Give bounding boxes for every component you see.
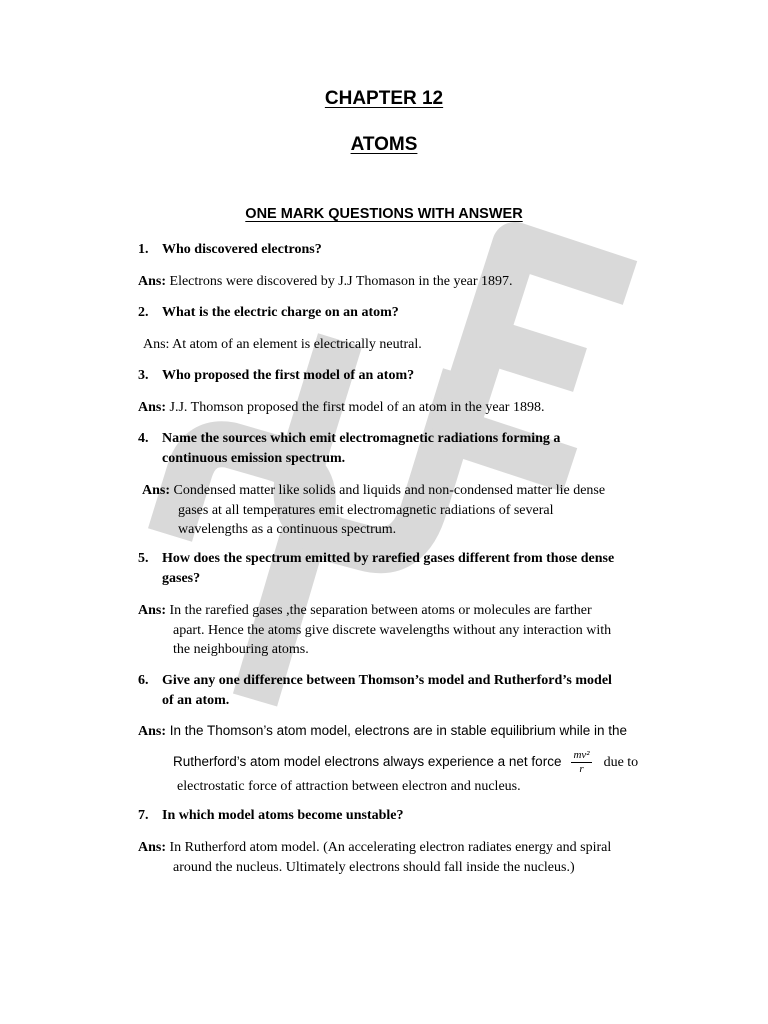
answer-label: Ans: <box>138 603 167 618</box>
question-4 <box>138 429 668 469</box>
question-text-line: continuous emission spectrum. <box>162 451 346 466</box>
answer-text-line: electrostatic force of attraction between electron and nucleus. <box>177 779 521 794</box>
question-2 <box>138 303 668 323</box>
answer-text: Ans: At atom of an element is electrically neutral. <box>143 337 422 352</box>
question-text-line: How does the spectrum emitted by rarefied gases different from those dense <box>162 551 615 566</box>
question-text: Who discovered electrons? <box>162 242 322 257</box>
question-7 <box>138 806 668 826</box>
section-heading: ONE MARK QUESTIONS WITH ANSWER <box>245 206 523 222</box>
answer-3 <box>138 398 678 418</box>
answer-label: Ans: <box>138 724 167 739</box>
answer-label: Ans: <box>138 840 167 855</box>
answer-text-line: Condensed matter like solids and liquids and non-condensed matter lie dense <box>170 483 606 498</box>
answer-text: J.J. Thomson proposed the first model of an atom in the year 1898. <box>166 400 545 415</box>
answer-2 <box>143 335 683 355</box>
answer-label: Ans: <box>138 400 167 415</box>
answer-label: Ans: <box>142 483 171 498</box>
answer-text-line: due to <box>603 755 639 770</box>
fraction-denominator: r <box>579 763 584 776</box>
question-number: 3. <box>138 368 149 383</box>
question-text-line: Give any one difference between Thomson’s model and Rutherford’s model <box>162 673 612 688</box>
question-number: 4. <box>138 431 149 446</box>
answer-text-line: around the nucleus. Ultimately electrons should fall inside the nucleus.) <box>173 859 575 875</box>
question-number: 1. <box>138 242 149 257</box>
question-number: 2. <box>138 305 149 320</box>
answer-5 <box>138 601 678 660</box>
question-6 <box>138 671 668 711</box>
answer-7 <box>138 838 678 877</box>
answer-text-line: In the Thomson’s atom model, electrons are in stable equilibrium while in the <box>166 723 628 738</box>
question-number: 7. <box>138 808 149 823</box>
question-text: What is the electric charge on an atom? <box>162 305 399 320</box>
answer-text-line: In Rutherford atom model. (An accelerating electron radiates energy and spiral <box>166 840 612 855</box>
answer-text-line: In the rarefied gases ,the separation between atoms or molecules are farther <box>166 603 592 618</box>
fraction-numerator: mv² <box>573 749 590 762</box>
question-5 <box>138 549 668 589</box>
chapter-title: ATOMS <box>350 134 418 155</box>
answer-text-line: apart. Hence the atoms give discrete wavelengths without any interaction with <box>173 622 612 638</box>
question-text: In which model atoms become unstable? <box>162 808 404 823</box>
answer-1 <box>138 272 678 292</box>
answer-text: Electrons were discovered by J.J Thomason in the year 1897. <box>166 274 513 289</box>
answer-text-line: the neighbouring atoms. <box>173 642 309 657</box>
question-text-line: Name the sources which emit electromagnetic radiations forming a <box>162 431 561 446</box>
force-fraction <box>571 749 591 776</box>
question-text-line: of an atom. <box>162 693 230 708</box>
question-text-line: gases? <box>162 571 201 586</box>
answer-text-line: gases at all temperatures emit electromagnetic radiations of several <box>178 502 554 518</box>
chapter-heading: CHAPTER 12 <box>324 88 444 109</box>
answer-label: Ans: <box>138 274 167 289</box>
question-1 <box>138 240 668 260</box>
answer-text-line: Rutherford’s atom model electrons always experience a net force <box>173 754 562 769</box>
question-text: Who proposed the first model of an atom? <box>162 368 415 383</box>
answer-4 <box>142 481 682 540</box>
answer-6 <box>138 717 678 797</box>
question-number: 5. <box>138 551 149 566</box>
question-number: 6. <box>138 673 149 688</box>
question-3 <box>138 366 668 386</box>
answer-text-line: wavelengths as a continuous spectrum. <box>178 522 397 537</box>
